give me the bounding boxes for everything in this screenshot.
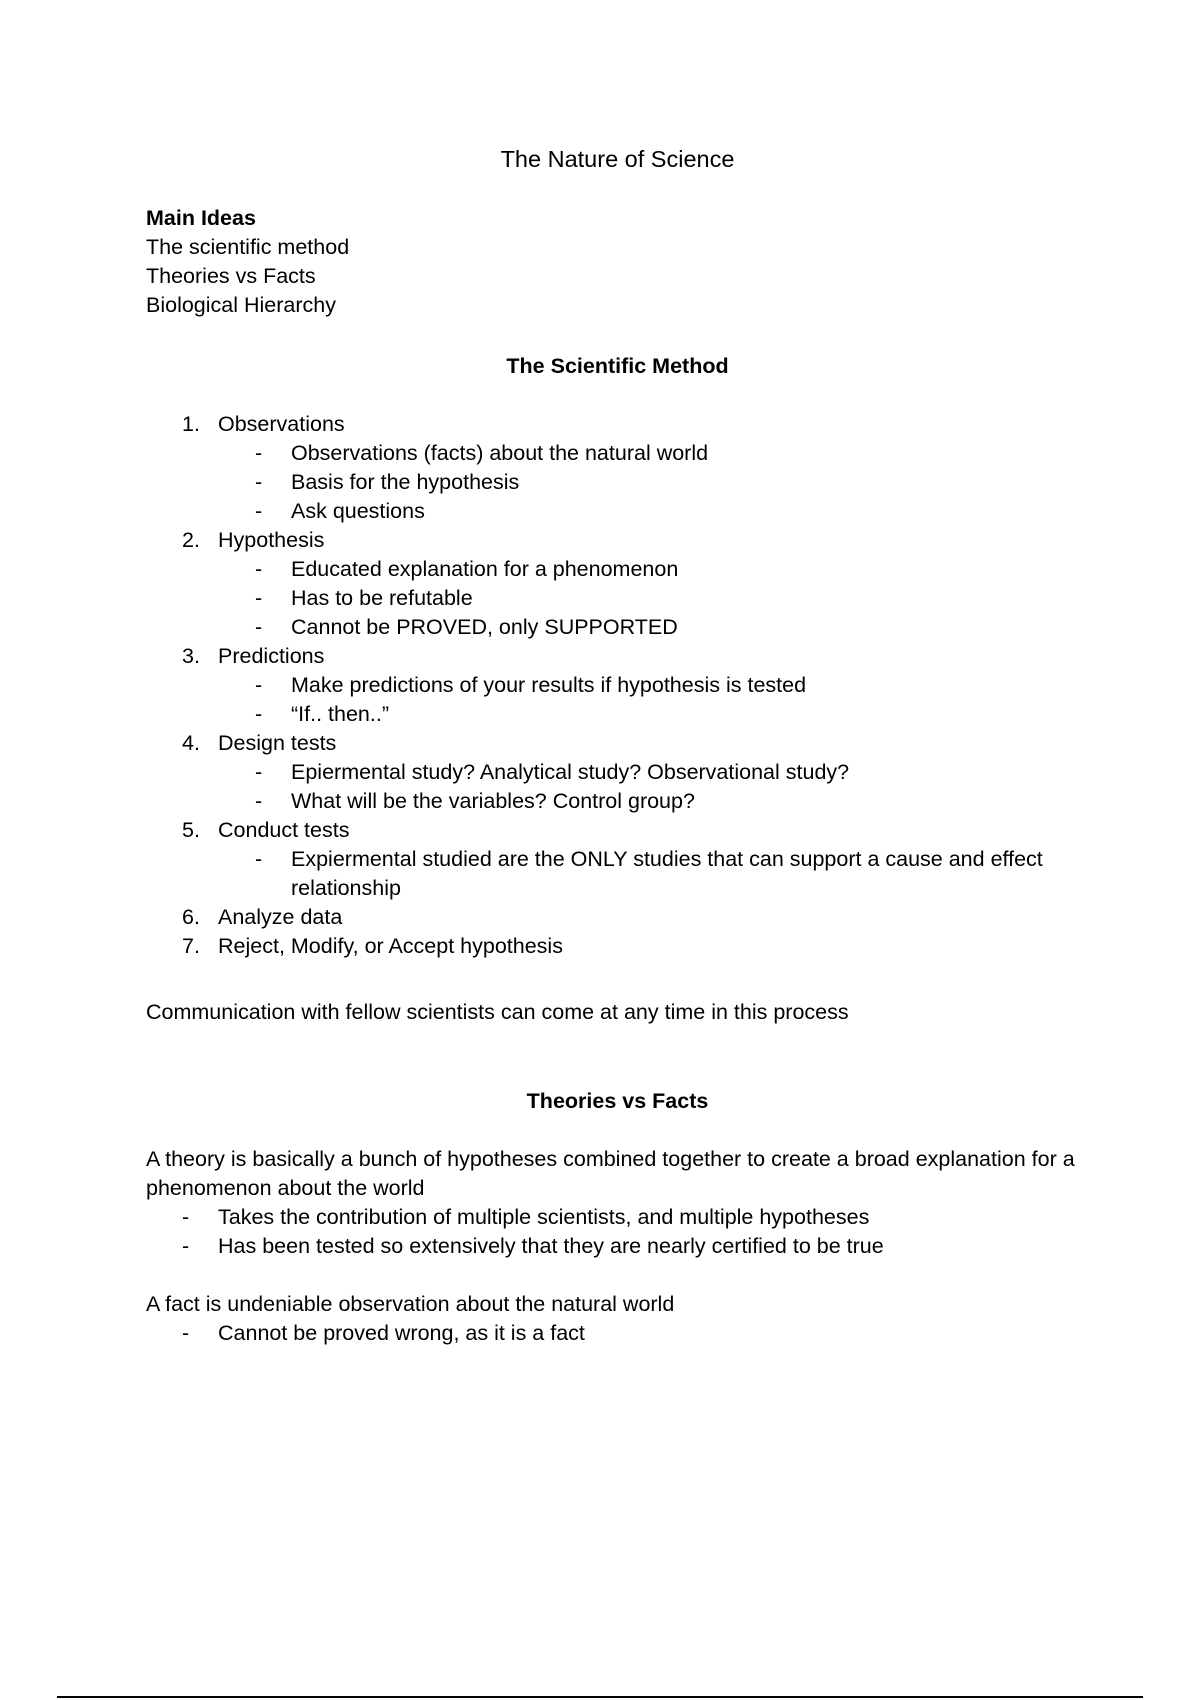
step-label: Hypothesis [218,528,325,552]
bullet-item [146,1203,1096,1232]
step-label: Observations [218,412,345,436]
communication-note: Communication with fellow scientists can come at any time in this process [146,1000,849,1024]
dash-bullet: - [255,499,263,523]
sub-item-text: “If.. then..” [291,702,389,726]
step-number: 5. [182,818,200,842]
document-title: The Nature of Science [500,146,735,172]
sub-item-text: What will be the variables? Control group? [291,789,695,813]
step-number: 4. [182,731,200,755]
bullet-text: Cannot be proved wrong, as it is a fact [218,1321,585,1345]
dash-bullet: - [182,1234,190,1258]
dash-bullet: - [255,760,263,784]
step-number: 6. [182,905,200,929]
sub-item [146,584,1106,613]
dash-bullet: - [255,673,263,697]
scientific-method-heading: The Scientific Method [506,354,729,378]
step-item [146,410,1106,439]
theory-paragraph: A theory is basically a bunch of hypotheses combined together to create a broad explanation for a phenomenon about the world [146,1147,1075,1200]
fact-block [146,1290,1106,1348]
dash-bullet: - [255,789,263,813]
sub-item-text: Epiermental study? Analytical study? Observational study? [291,760,850,784]
sub-item-text: Cannot be PROVED, only SUPPORTED [291,615,678,639]
step-number: 2. [182,528,200,552]
main-idea-item: Theories vs Facts [146,264,316,288]
sub-item [146,555,1106,584]
dash-bullet: - [255,615,263,639]
sub-item-text: Observations (facts) about the natural world [291,441,709,465]
sub-item-text: Educated explanation for a phenomenon [291,557,679,581]
dash-bullet: - [255,557,263,581]
theories-vs-facts-heading: Theories vs Facts [526,1089,709,1113]
step-label: Conduct tests [218,818,350,842]
step-item [146,816,1106,845]
step-label: Predictions [218,644,325,668]
step-label: Analyze data [218,905,343,929]
fact-paragraph: A fact is undeniable observation about the natural world [146,1292,675,1316]
main-ideas-section [146,204,1106,320]
step-label: Design tests [218,731,337,755]
communication-note-block [146,998,1106,1027]
sub-item [146,758,1106,787]
theory-block [146,1145,1096,1261]
sub-item-text: Has to be refutable [291,586,473,610]
step-item [146,903,1106,932]
sub-item-text: Basis for the hypothesis [291,470,520,494]
sub-item [146,497,1106,526]
dash-bullet: - [255,586,263,610]
sub-item [146,671,1106,700]
step-item [146,642,1106,671]
dash-bullet: - [255,702,263,726]
sub-item [146,787,1106,816]
step-item [146,729,1106,758]
step-number: 7. [182,934,200,958]
bullet-item [146,1319,1106,1348]
sub-item [146,845,1111,903]
main-idea-item: The scientific method [146,235,350,259]
bullet-item [146,1232,1096,1261]
sub-item [146,613,1106,642]
bullet-text: Takes the contribution of multiple scientists, and multiple hypotheses [218,1205,870,1229]
dash-bullet: - [182,1205,190,1229]
step-number: 3. [182,644,200,668]
dash-bullet: - [255,847,263,871]
step-item [146,932,1106,961]
main-idea-item: Biological Hierarchy [146,293,336,317]
sub-item-text: Ask questions [291,499,425,523]
step-item [146,526,1106,555]
sub-item [146,468,1106,497]
sub-item-text: Make predictions of your results if hypothesis is tested [291,673,807,697]
bullet-text: Has been tested so extensively that they are nearly certified to be true [218,1234,884,1258]
sub-item-text: Expiermental studied are the ONLY studies that can support a cause and effect relationship [291,847,1043,900]
bottom-rule [57,1696,1143,1698]
dash-bullet: - [182,1321,190,1345]
dash-bullet: - [255,470,263,494]
step-number: 1. [182,412,200,436]
step-label: Reject, Modify, or Accept hypothesis [218,934,563,958]
scientific-method-list [146,410,1106,961]
main-ideas-heading: Main Ideas [146,206,256,230]
sub-item [146,700,1106,729]
dash-bullet: - [255,441,263,465]
sub-item [146,439,1106,468]
